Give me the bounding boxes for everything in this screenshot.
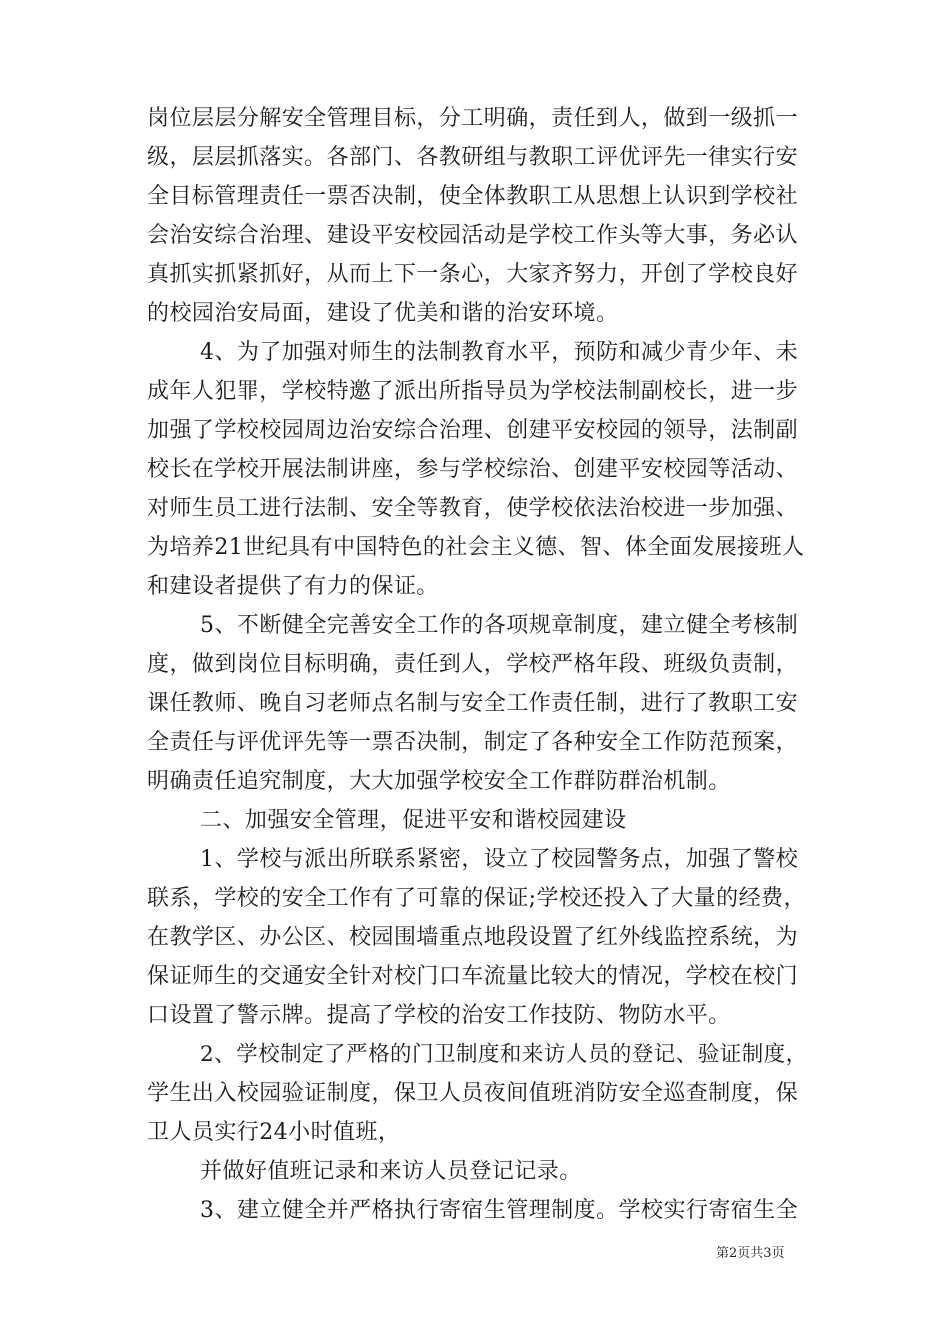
text-line: 学生出入校园验证制度，保卫人员夜间值班消防安全巡查制度，保 bbox=[147, 1081, 799, 1106]
text-line: 加强了学校校园周边治安综合治理、创建平安校园的领导，法制副 bbox=[147, 418, 799, 443]
text-line: 岗位层层分解安全管理目标，分工明确，责任到人，做到一级抓一 bbox=[147, 106, 799, 131]
text-line: 全责任与评优评先等一票否决制，制定了各种安全工作防范预案， bbox=[147, 730, 799, 755]
text-line: 在教学区、办公区、校园围墙重点地段设置了红外线监控系统，为 bbox=[147, 925, 799, 950]
text-line: 课任教师、晚自习老师点名制与安全工作责任制，进行了教职工安 bbox=[147, 691, 799, 716]
text-line: 会治安综合治理、建设平安校园活动是学校工作头等大事，务必认 bbox=[147, 223, 799, 248]
text-line: 成年人犯罪，学校特邀了派出所指导员为学校法制副校长，进一步 bbox=[147, 379, 799, 404]
text-line: 并做好值班记录和来访人员登记记录。 bbox=[200, 1159, 582, 1184]
text-line: 校长在学校开展法制讲座，参与学校综治、创建平安校园等活动、 bbox=[147, 457, 799, 482]
text-line: 级，层层抓落实。各部门、各教研组与教职工评优评先一律实行安 bbox=[147, 145, 799, 170]
text-line: 真抓实抓紧抓好，从而上下一条心，大家齐努力，开创了学校良好 bbox=[147, 262, 799, 287]
text-line: 5、不断健全完善安全工作的各项规章制度，建立健全考核制 bbox=[200, 613, 799, 638]
text-line: 口设置了警示牌。提高了学校的治安工作技防、物防水平。 bbox=[147, 1003, 731, 1028]
text-line: 联系，学校的安全工作有了可靠的保证;学校还投入了大量的经费， bbox=[147, 886, 806, 911]
text-line: 的校园治安局面，建设了优美和谐的治安环境。 bbox=[147, 301, 619, 326]
text-line: 3、建立健全并严格执行寄宿生管理制度。学校实行寄宿生全 bbox=[200, 1198, 799, 1223]
text-line: 1、学校与派出所联系紧密，设立了校园警务点，加强了警校 bbox=[200, 847, 799, 872]
page-number-footer: 第2页共3页 bbox=[716, 1246, 785, 1261]
text-line: 2、学校制定了严格的门卫制度和来访人员的登记、验证制度， bbox=[200, 1042, 808, 1067]
text-line: 二、加强安全管理，促进平安和谐校园建设 bbox=[200, 808, 627, 833]
text-line: 卫人员实行24小时值班， bbox=[147, 1120, 401, 1145]
text-line: 4、为了加强对师生的法制教育水平，预防和减少青少年、未 bbox=[200, 340, 799, 365]
text-line: 明确责任追究制度，大大加强学校安全工作群防群治机制。 bbox=[147, 769, 731, 794]
text-line: 保证师生的交通安全针对校门口车流量比较大的情况，学校在校门 bbox=[147, 964, 799, 989]
text-line: 全目标管理责任一票否决制，使全体教职工从思想上认识到学校社 bbox=[147, 184, 799, 209]
text-line: 和建设者提供了有力的保证。 bbox=[147, 574, 439, 599]
text-line: 度，做到岗位目标明确，责任到人，学校严格年段、班级负责制， bbox=[147, 652, 799, 677]
text-line: 对师生员工进行法制、安全等教育，使学校依法治校进一步加强、 bbox=[147, 496, 799, 521]
text-line: 为培养21世纪具有中国特色的社会主义德、智、体全面发展接班人 bbox=[147, 535, 805, 560]
